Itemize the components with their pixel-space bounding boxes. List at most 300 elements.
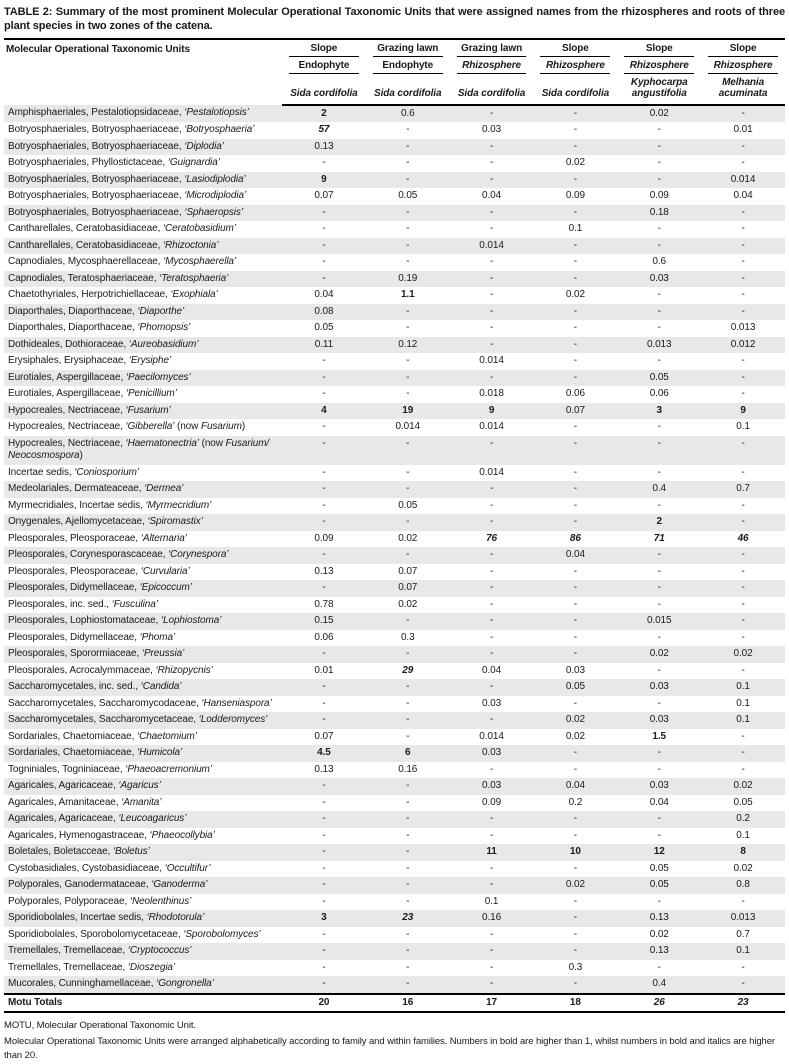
motu-value: 0.7 <box>736 928 750 940</box>
totals-label: Motu Totals <box>8 996 63 1008</box>
motu-value: 0.09 <box>482 796 502 808</box>
motu-value: - <box>322 516 326 528</box>
motu-value: - <box>322 829 326 841</box>
motu-value: - <box>741 289 745 301</box>
column-header-species: Melhania acuminata <box>701 74 785 105</box>
motu-value: - <box>489 565 494 577</box>
table-row <box>4 514 785 531</box>
motu-value: 0.014 <box>730 173 756 185</box>
motu-name: Saccharomycetales, Saccharomycetaceae, ‘Lodderomyces’ <box>8 714 268 726</box>
totals-value: 16 <box>402 996 414 1008</box>
table-row <box>4 386 785 403</box>
column-header-motu: Molecular Operational Taxonomic Units <box>6 43 190 55</box>
motu-value: 2 <box>321 107 327 119</box>
motu-value: - <box>489 549 494 561</box>
motu-value: 0.02 <box>398 598 418 610</box>
motu-value: 0.014 <box>479 355 504 367</box>
motu-value: - <box>573 421 578 433</box>
motu-value: - <box>322 813 326 825</box>
motu-name: Mucorales, Cunninghamellaceae, ‘Gongronella’ <box>8 978 214 990</box>
motu-value: - <box>573 978 578 990</box>
motu-value: 0.03 <box>482 747 502 759</box>
motu-value: 1.1 <box>400 289 415 301</box>
table-row <box>4 531 785 548</box>
motu-value: - <box>322 388 326 400</box>
motu-value: - <box>573 466 578 478</box>
table-row <box>4 745 785 762</box>
motu-value: - <box>657 466 661 478</box>
motu-name: Cantharellales, Ceratobasidiaceae, ‘Ceratobasidium’ <box>8 223 236 235</box>
motu-value: - <box>573 615 578 627</box>
motu-value: 0.02 <box>733 780 753 792</box>
motu-value: - <box>322 157 326 169</box>
motu-name: Pleosporales, Didymellaceae, ‘Phoma’ <box>8 631 176 643</box>
table-row <box>4 729 785 746</box>
motu-value: - <box>489 322 494 334</box>
motu-name: Sordariales, Chaetomiaceae, ‘Humicola’ <box>8 747 183 759</box>
table-row <box>4 465 785 482</box>
motu-value: 0.1 <box>736 714 750 726</box>
motu-name: Capnodiales, Teratosphaeriaceae, ‘Teratosphaeria’ <box>8 272 229 284</box>
table-row <box>4 238 785 255</box>
motu-value: - <box>657 631 661 643</box>
motu-value: - <box>406 239 410 251</box>
motu-value: - <box>406 862 410 874</box>
motu-value: 57 <box>318 124 330 136</box>
motu-value: 0.8 <box>736 879 750 891</box>
motu-value: - <box>489 483 494 495</box>
motu-value: 86 <box>569 532 581 544</box>
motu-value: - <box>741 355 745 367</box>
motu-value: 0.06 <box>649 388 669 400</box>
motu-value: 0.02 <box>398 532 418 544</box>
motu-value: - <box>489 615 494 627</box>
motu-value: - <box>322 421 326 433</box>
motu-value: - <box>406 648 410 660</box>
motu-value: - <box>573 206 578 218</box>
table-row <box>4 337 785 354</box>
motu-value: 0.018 <box>479 388 504 400</box>
motu-value: - <box>489 499 494 511</box>
motu-name: Myrmecridiales, Incertae sedis, ‘Myrmecridium’ <box>8 499 212 511</box>
table-row <box>4 139 785 156</box>
motu-value: 0.014 <box>479 421 504 433</box>
motu-value: - <box>406 322 410 334</box>
motu-value: 0.05 <box>649 879 669 891</box>
motu-value: - <box>406 846 410 858</box>
motu-value: - <box>573 912 578 924</box>
motu-value: 0.13 <box>314 763 334 775</box>
motu-value: - <box>657 173 661 185</box>
motu-value: 0.05 <box>649 862 669 874</box>
motu-value: - <box>741 206 745 218</box>
motu-value: 0.06 <box>314 631 334 643</box>
column-header-species: Kyphocarpa angustifolia <box>617 74 701 105</box>
motu-value: - <box>657 305 661 317</box>
motu-value: - <box>741 223 745 235</box>
table-row <box>4 287 785 304</box>
motu-name: Saccharomycetales, Saccharomycodaceae, ‘Hanseniaspora’ <box>8 697 272 709</box>
motu-value: - <box>573 140 578 152</box>
motu-name: Pleosporales, Acrocalymmaceae, ‘Rhizopycnis’ <box>8 664 213 676</box>
motu-value: - <box>741 582 745 594</box>
motu-name: Pleosporales, Lophiostomataceae, ‘Lophiostoma’ <box>8 615 222 627</box>
table-title: TABLE 2: Summary of the most prominent Molecular Operational Taxonomic Units that were assigned names from the rhizospheres and roots of three plant species in two zones of the catena. <box>4 6 785 33</box>
motu-value: - <box>573 483 578 495</box>
motu-name: Sordariales, Chaetomiaceae, ‘Chaetomium’ <box>8 730 197 742</box>
motu-value: 0.13 <box>314 140 334 152</box>
motu-value: - <box>657 829 661 841</box>
motu-name: Eurotiales, Aspergillaceae, ‘Penicillium’ <box>8 388 177 400</box>
motu-value: - <box>406 945 410 957</box>
motu-value: - <box>322 549 326 561</box>
motu-value: - <box>657 499 661 511</box>
column-header-zone: Slope <box>533 39 617 57</box>
motu-name: Hypocreales, Nectriaceae, ‘Fusarium’ <box>8 404 171 416</box>
column-header-type: Endophyte <box>366 57 450 74</box>
motu-name: Botryosphaeriales, Botryosphaeriaceae, ‘Lasiodiplodia’ <box>8 173 246 185</box>
motu-value: 9 <box>740 404 746 416</box>
motu-name: Sporidiobolales, Incertae sedis, ‘Rhodotorula’ <box>8 912 205 924</box>
table-header <box>4 39 785 105</box>
motu-value: - <box>489 223 494 235</box>
motu-value: - <box>573 305 578 317</box>
motu-value: 0.04 <box>733 190 753 202</box>
motu-value: - <box>573 256 578 268</box>
motu-value: 0.014 <box>479 466 504 478</box>
table-row <box>4 419 785 436</box>
motu-value: - <box>741 157 745 169</box>
motu-value: 12 <box>653 846 665 858</box>
motu-value: - <box>657 239 661 251</box>
motu-value: - <box>657 697 661 709</box>
motu-value: - <box>489 140 494 152</box>
motu-value: 19 <box>402 404 414 416</box>
column-header-type: Rhizosphere <box>617 57 701 74</box>
motu-value: 0.19 <box>398 272 418 284</box>
motu-value: - <box>573 499 578 511</box>
motu-value: 0.05 <box>733 796 753 808</box>
motu-value: - <box>657 582 661 594</box>
motu-value: - <box>573 322 578 334</box>
motu-value: - <box>573 862 578 874</box>
motu-value: - <box>657 421 661 433</box>
motu-value: - <box>489 598 494 610</box>
motu-value: - <box>406 206 410 218</box>
table-row <box>4 778 785 795</box>
motu-value: - <box>741 978 745 990</box>
motu-value: 0.02 <box>565 289 585 301</box>
totals-row <box>4 994 785 1013</box>
motu-value: 3 <box>656 404 662 416</box>
motu-name: Agaricales, Agaricaceae, ‘Leucoagaricus’ <box>8 813 187 825</box>
motu-value: 0.07 <box>398 582 418 594</box>
motu-value: - <box>489 648 494 660</box>
motu-name: Dothideales, Dothioraceae, ‘Aureobasidium’ <box>8 338 199 350</box>
motu-value: - <box>573 173 578 185</box>
motu-value: 0.13 <box>649 912 669 924</box>
motu-value: 0.1 <box>736 697 750 709</box>
motu-name: Agaricales, Hymenogastraceae, ‘Phaeocollybia’ <box>8 829 215 841</box>
motu-value: - <box>657 813 661 825</box>
motu-value: - <box>741 730 745 742</box>
motu-value: - <box>573 895 578 907</box>
footnote-legend: Molecular Operational Taxonomic Units were arranged alphabetically according to family and within families. Numbers in bold are higher than 1, whilst numbers in bold and italics are higher than 20. <box>4 1035 775 1061</box>
motu-value: - <box>322 355 326 367</box>
motu-value: - <box>573 565 578 577</box>
motu-name: Togniniales, Togniniaceae, ‘Phaeoacremonium’ <box>8 763 212 775</box>
table-row <box>4 271 785 288</box>
motu-name: Saccharomycetales, inc. sed., ‘Candida’ <box>8 681 182 693</box>
motu-value: 0.12 <box>398 338 418 350</box>
motu-value: - <box>489 714 494 726</box>
motu-name: Tremellales, Tremellaceae, ‘Cryptococcus’ <box>8 945 192 957</box>
table-row <box>4 630 785 647</box>
table-row <box>4 597 785 614</box>
motu-value: - <box>657 549 661 561</box>
motu-value: 76 <box>486 532 498 544</box>
motu-value: 46 <box>737 532 749 544</box>
motu-value: - <box>406 157 410 169</box>
column-header-zone: Slope <box>701 39 785 57</box>
motu-value: 0.02 <box>565 714 585 726</box>
motu-value: - <box>406 124 410 136</box>
motu-name: Botryosphaeriales, Botryosphaeriaceae, ‘Microdiplodia’ <box>8 190 247 202</box>
motu-value: - <box>322 437 326 449</box>
motu-value: - <box>489 978 494 990</box>
motu-value: 0.15 <box>314 615 334 627</box>
table-row <box>4 976 785 994</box>
table-row <box>4 696 785 713</box>
motu-value: - <box>573 598 578 610</box>
footnote-abbreviation: MOTU, Molecular Operational Taxonomic Unit. <box>4 1020 196 1032</box>
totals-value: 26 <box>653 996 665 1008</box>
motu-value: - <box>489 272 494 284</box>
motu-name: Amphisphaeriales, Pestalotiopsidaceae, ‘Pestalotiopsis’ <box>8 106 249 118</box>
motu-value: 0.05 <box>649 371 669 383</box>
motu-value: - <box>322 862 326 874</box>
motu-value: 0.02 <box>733 862 753 874</box>
motu-value: - <box>741 437 745 449</box>
motu-value: - <box>741 631 745 643</box>
motu-value: - <box>741 664 745 676</box>
motu-value: - <box>657 124 661 136</box>
table-row <box>4 580 785 597</box>
motu-name: Hypocreales, Nectriaceae, ‘Gibberella’ (now Fusarium) <box>8 421 246 433</box>
motu-value: 0.09 <box>649 190 669 202</box>
table-row <box>4 646 785 663</box>
motu-name: Polyporales, Ganodermataceae, ‘Ganoderma’ <box>8 879 208 891</box>
table-row <box>4 811 785 828</box>
motu-value: - <box>322 239 326 251</box>
motu-value: - <box>573 124 578 136</box>
motu-value: - <box>406 928 410 940</box>
column-header-species: Sida cordifolia <box>282 74 366 105</box>
motu-value: 0.2 <box>736 813 750 825</box>
column-header-species: Sida cordifolia <box>366 74 450 105</box>
motu-value: 0.04 <box>565 780 585 792</box>
motu-name: Diaporthales, Diaporthaceae, ‘Phomopsis’ <box>8 322 191 334</box>
motu-value: - <box>322 697 326 709</box>
motu-value: - <box>657 289 661 301</box>
motu-value: - <box>741 961 745 973</box>
motu-value: 0.03 <box>649 780 669 792</box>
motu-value: 0.3 <box>400 631 415 643</box>
table-body <box>4 105 785 994</box>
table-row <box>4 613 785 630</box>
motu-value: - <box>741 615 745 627</box>
motu-value: - <box>406 730 410 742</box>
column-header-type: Rhizosphere <box>533 57 617 74</box>
motu-value: - <box>406 305 410 317</box>
motu-value: 0.07 <box>314 730 334 742</box>
table-row <box>4 436 785 465</box>
motu-value: 0.04 <box>649 796 669 808</box>
motu-value: 0.02 <box>565 730 585 742</box>
motu-value: - <box>489 813 494 825</box>
motu-value: 0.02 <box>565 157 585 169</box>
motu-value: - <box>406 256 410 268</box>
motu-value: 0.08 <box>314 305 334 317</box>
motu-value: - <box>489 157 494 169</box>
motu-name: Pleosporales, Corynesporascaceae, ‘Corynespora’ <box>8 549 229 561</box>
motu-value: 0.09 <box>565 190 585 202</box>
column-header-species: Sida cordifolia <box>533 74 617 105</box>
motu-value: - <box>406 140 410 152</box>
table-row <box>4 481 785 498</box>
motu-value: - <box>322 483 326 495</box>
motu-name: Onygenales, Ajellomycetaceae, ‘Spiromastix’ <box>8 516 203 528</box>
motu-value: 0.03 <box>565 664 585 676</box>
motu-value: - <box>741 371 745 383</box>
motu-value: 0.012 <box>730 338 756 350</box>
motu-value: - <box>406 978 410 990</box>
motu-value: - <box>657 598 661 610</box>
motu-value: - <box>322 272 326 284</box>
motu-value: 0.01 <box>314 664 334 676</box>
motu-value: 0.03 <box>649 681 669 693</box>
motu-value: 0.02 <box>733 648 753 660</box>
motu-value: 2 <box>656 516 662 528</box>
motu-value: 0.09 <box>314 532 334 544</box>
table-row <box>4 910 785 927</box>
motu-value: - <box>406 516 410 528</box>
motu-name: Agaricales, Agaricaceae, ‘Agaricus’ <box>8 780 161 792</box>
motu-value: - <box>741 565 745 577</box>
motu-value: - <box>741 895 745 907</box>
motu-value: 0.04 <box>482 664 502 676</box>
motu-value: - <box>322 978 326 990</box>
motu-value: - <box>406 796 410 808</box>
motu-value: 0.07 <box>398 565 418 577</box>
motu-value: - <box>573 829 578 841</box>
column-header-zone: Grazing lawn <box>450 39 534 57</box>
table-row <box>4 188 785 205</box>
motu-name: Pleosporales, Pleosporaceae, ‘Alternaria’ <box>8 532 187 544</box>
motu-name: Eurotiales, Aspergillaceae, ‘Paecilomyces’ <box>8 371 191 383</box>
motu-value: - <box>406 615 410 627</box>
motu-value: 0.04 <box>482 190 502 202</box>
motu-value: 0.1 <box>736 421 750 433</box>
motu-value: - <box>489 681 494 693</box>
motu-value: - <box>322 648 326 660</box>
motu-value: 0.04 <box>565 549 585 561</box>
table-row <box>4 564 785 581</box>
motu-value: 0.013 <box>646 338 672 350</box>
motu-value: - <box>322 681 326 693</box>
table-row <box>4 877 785 894</box>
table-row <box>4 353 785 370</box>
motu-name: Hypocreales, Nectriaceae, ‘Haematonectria’ (now Fusarium/​Neocosmospora) <box>8 437 270 462</box>
motu-value: - <box>322 879 326 891</box>
table-row <box>4 943 785 960</box>
table-row <box>4 155 785 172</box>
motu-value: - <box>741 747 745 759</box>
motu-value: - <box>489 763 494 775</box>
footnotes <box>4 1019 785 1062</box>
motu-table <box>4 38 785 1014</box>
motu-value: 9 <box>488 404 495 416</box>
motu-value: 0.07 <box>314 190 334 202</box>
motu-value: 0.4 <box>652 978 667 990</box>
motu-value: - <box>573 697 578 709</box>
motu-name: Erysiphales, Erysiphaceae, ‘Erysiphe’ <box>8 355 172 367</box>
motu-value: - <box>406 895 410 907</box>
motu-name: Pleosporales, Sporormiaceae, ‘Preussia’ <box>8 648 185 660</box>
motu-value: - <box>741 305 745 317</box>
motu-name: Incertae sedis, ‘Coniosporium’ <box>8 466 139 478</box>
table-row <box>4 894 785 911</box>
motu-value: - <box>741 107 745 119</box>
motu-value: - <box>489 338 494 350</box>
motu-value: - <box>322 714 326 726</box>
motu-value: - <box>741 140 745 152</box>
motu-value: - <box>573 631 578 643</box>
motu-value: 0.05 <box>314 322 334 334</box>
motu-value: - <box>489 928 494 940</box>
motu-value: 0.1 <box>568 223 583 235</box>
motu-value: 8 <box>740 846 746 858</box>
motu-value: - <box>489 371 494 383</box>
table-row <box>4 828 785 845</box>
motu-value: 0.11 <box>314 338 334 350</box>
motu-value: - <box>573 371 578 383</box>
motu-value: 0.01 <box>733 124 753 136</box>
motu-value: - <box>489 516 494 528</box>
table-row <box>4 403 785 420</box>
table-row <box>4 844 785 861</box>
motu-value: 0.05 <box>398 190 418 202</box>
table-row <box>4 205 785 222</box>
motu-value: 0.78 <box>314 598 334 610</box>
motu-name: Sporidiobolales, Sporobolomycetaceae, ‘Sporobolomyces’ <box>8 928 261 940</box>
motu-value: 4 <box>321 404 327 416</box>
motu-value: - <box>489 256 494 268</box>
motu-value: - <box>322 846 326 858</box>
motu-value: - <box>657 140 661 152</box>
totals-value: 17 <box>486 996 498 1008</box>
totals-value: 23 <box>737 996 749 1008</box>
motu-value: - <box>573 516 578 528</box>
motu-value: - <box>406 388 410 400</box>
motu-value: 0.03 <box>482 780 502 792</box>
table-row <box>4 304 785 321</box>
motu-value: - <box>406 371 410 383</box>
motu-value: - <box>489 945 494 957</box>
motu-value: 1.5 <box>652 730 667 742</box>
column-header-type: Rhizosphere <box>450 57 534 74</box>
motu-value: - <box>573 747 578 759</box>
